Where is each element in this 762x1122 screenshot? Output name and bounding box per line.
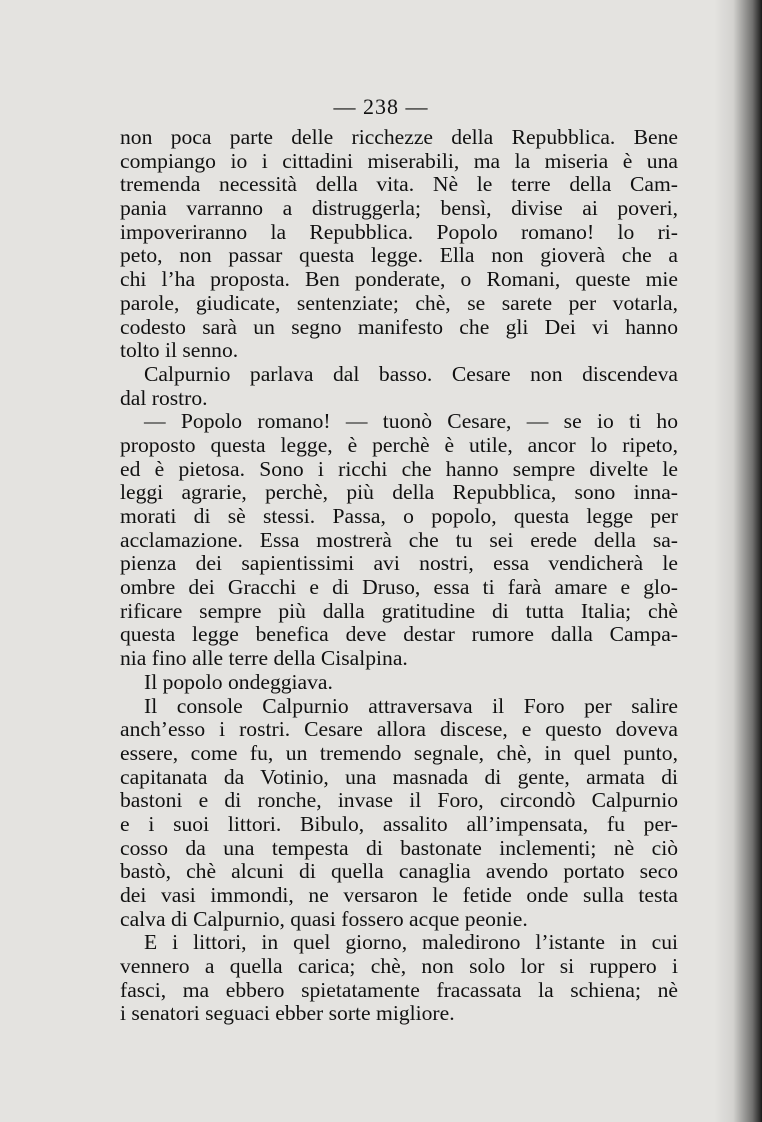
text-line: questa legge benefica deve destar rumore dalla Campa- (120, 622, 678, 647)
text-line: Il console Calpurnio attraversava il Foro per salire (144, 693, 678, 718)
text-line: chi l’ha proposta. Ben ponderate, o Romani, queste mie (120, 267, 678, 292)
text-line: nia fino alle terre della Cisalpina. (120, 646, 408, 671)
text-line: dei vasi immondi, ne versaron le fetide onde sulla testa (120, 883, 678, 907)
text-line: fasci, ma ebbero spietatamente fracassata la schiena; nè (120, 977, 678, 1002)
text-line: ed è pietosa. Sono i ricchi che hanno sempre divelte le (120, 456, 678, 481)
text-line: — Popolo romano! — tuonò Cesare, — se io ti ho (144, 409, 678, 434)
text-line: parole, giudicate, sentenziate; chè, se sarete per votarla, (120, 290, 678, 315)
text-line: peto, non passar questa legge. Ella non gioverà che a (120, 243, 678, 268)
text-line: acclamazione. Essa mostrerà che tu sei erede della sa- (120, 527, 678, 552)
binding-shadow (714, 0, 762, 1122)
text-line: dal rostro. (120, 385, 208, 410)
text-line: anch’esso i rostri. Cesare allora discese, e questo doveva (120, 717, 678, 742)
text-line: essere, come fu, un tremendo segnale, chè, in quel punto, (120, 740, 678, 765)
text-line: calva di Calpurnio, quasi fossero acque peonie. (120, 906, 528, 931)
text-line: e i suoi littori. Bibulo, assalito all’impensata, fu per- (120, 811, 678, 836)
body-text (120, 126, 678, 1026)
text-line: pania varranno a distruggerla; bensì, divise ai poveri, (120, 196, 678, 221)
text-line: ombre dei Gracchi e di Druso, essa ti farà amare e glo- (120, 575, 678, 600)
text-line: bastoni e di ronche, invase il Foro, circondò Calpurnio (120, 788, 678, 813)
text-line: capitanata da Votinio, una masnada di gente, armata di (120, 764, 678, 789)
text-line: E i littori, in quel giorno, maledirono l’istante in cui (144, 930, 678, 955)
text-line: codesto sarà un segno manifesto che gli Dei vi hanno (120, 314, 678, 339)
text-line: impoveriranno la Repubblica. Popolo romano! lo ri- (120, 219, 678, 244)
text-line: Calpurnio parlava dal basso. Cesare non discendeva (144, 361, 678, 386)
text-line: i senatori seguaci ebber sorte migliore. (120, 1001, 455, 1026)
text-line: Il popolo ondeggiava. (144, 669, 333, 694)
text-line: compiango io i cittadini miserabili, ma la miseria è una (120, 148, 678, 173)
text-line: morati di sè stessi. Passa, o popolo, questa legge per (120, 504, 678, 528)
text-line: leggi agrarie, perchè, più della Repubblica, sono inna- (120, 480, 678, 505)
text-line: tremenda necessità della vita. Nè le terre della Cam- (120, 172, 678, 197)
text-line: vennero a quella carica; chè, non solo lor si ruppero i (120, 954, 678, 979)
text-line: tolto il senno. (120, 338, 239, 363)
text-line: rificare sempre più dalla gratitudine di tutta Italia; chè (120, 598, 678, 623)
text-line: cosso da una tempesta di bastonate inclementi; nè ciò (120, 835, 678, 860)
text-line: proposto questa legge, è perchè è utile, ancor lo ripeto, (120, 432, 678, 457)
text-line: bastò, chè alcuni di quella canaglia avendo portato seco (120, 859, 678, 884)
text-line: pienza dei sapientissimi avi nostri, essa vendicherà le (120, 551, 678, 576)
text-line: non poca parte delle ricchezze della Repubblica. Bene (120, 125, 678, 149)
page-number: — 238 — (333, 94, 429, 119)
